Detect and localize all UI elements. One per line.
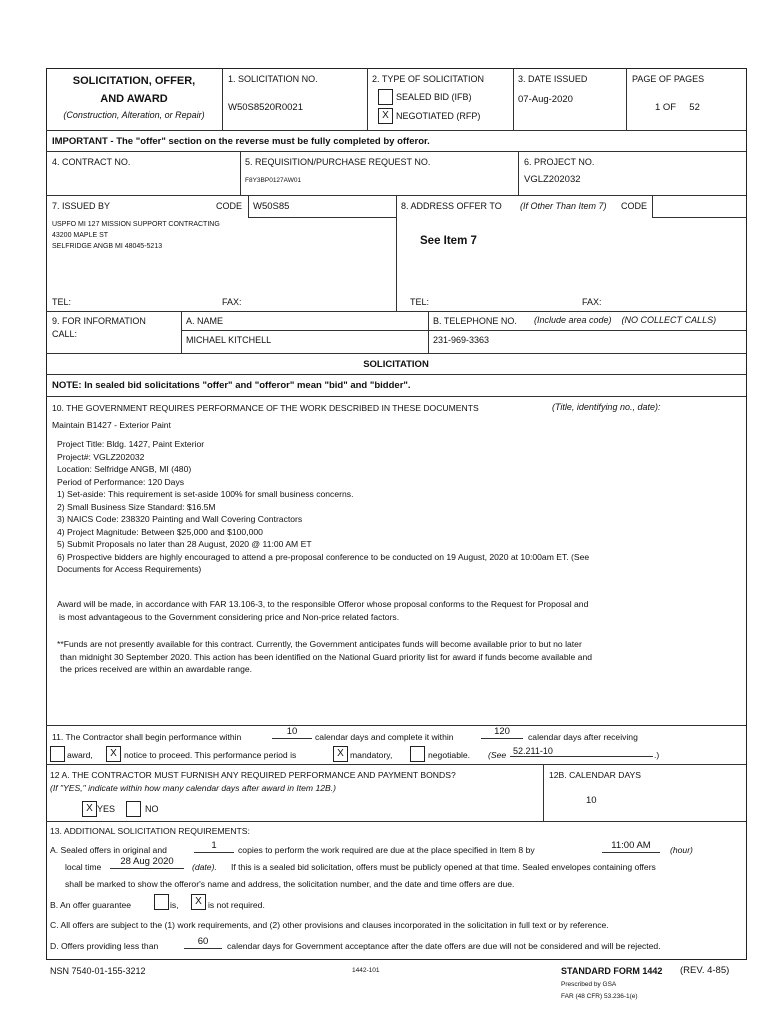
solicitation-heading: SOLICITATION [363, 359, 429, 370]
issued-address-line2: 43200 MAPLE ST [52, 232, 109, 239]
requisition-label: 5. REQUISITION/PURCHASE REQUEST NO. [245, 157, 431, 167]
offer-guarantee-is-label: is, [170, 900, 179, 910]
description-line: 3) NAICS Code: 238320 Painting and Wall Covering Contractors [57, 514, 303, 524]
info-label-line1: 9. FOR INFORMATION [52, 316, 146, 326]
award-line: is most advantageous to the Government considering price and Non-price related factors. [59, 611, 400, 622]
date-issued-label: 3. DATE ISSUED [518, 74, 588, 84]
item12a-label: 12 A. THE CONTRACTOR MUST FURNISH ANY REQUIRED PERFORMANCE AND PAYMENT BONDS? [50, 770, 456, 780]
due-date[interactable]: 28 Aug 2020 [110, 857, 184, 869]
form-title-line1: SOLICITATION, OFFER, [72, 75, 196, 87]
item11-text-b: calendar days and complete it within [315, 732, 454, 742]
offer-guarantee-not-checkbox[interactable]: X [191, 894, 206, 910]
item13d-text1: D. Offers providing less than [50, 941, 159, 951]
info-phone-label: B. TELEPHONE NO. [433, 316, 517, 326]
item11-text-a: 11. The Contractor shall begin performance within [52, 732, 242, 742]
bonds-yes-checkbox[interactable]: X [82, 801, 97, 817]
description-line: 6) Prospective bidders are highly encouraged to attend a pre-proposal conference to be conducted on 19 August, 2020 at 10:00am ET. (See [57, 551, 590, 562]
date-label: (date). [192, 862, 217, 872]
offer-guarantee-is-checkbox[interactable] [154, 894, 169, 910]
description-line: Documents for Access Requirements) [57, 564, 202, 574]
item10-description [57, 438, 702, 576]
form-title-line2: AND AWARD [100, 93, 168, 105]
form-code: 1442-101 [352, 967, 380, 974]
item13d-text2: calendar days for Government acceptance after the date offers are due will not be considered and will be rejected. [227, 941, 661, 951]
address-offer-label: 8. ADDRESS OFFER TO [401, 201, 502, 211]
see-label: (See [488, 750, 507, 760]
project-no-label: 6. PROJECT NO. [524, 157, 595, 167]
description-line: Location: Selfridge ANGB, MI (480) [57, 464, 192, 474]
see-end: .) [654, 750, 660, 760]
page-of-pages: 1 OF 52 [655, 102, 700, 113]
item10-funds-paragraph [57, 638, 702, 676]
solicitation-no-label: 1. SOLICITATION NO. [228, 74, 318, 84]
requisition-no: F8Y3BP0127AW01 [245, 177, 302, 184]
sealed-bid-label: SEALED BID (IFB) [396, 92, 472, 102]
issued-address-line1: USPFO MI 127 MISSION SUPPORT CONTRACTING [52, 221, 220, 228]
negotiated-checkbox[interactable]: X [378, 108, 393, 124]
description-line: Project Title: Bldg. 1427, Paint Exterior [57, 439, 205, 449]
item10-label-italic: (Title, identifying no., date): [552, 402, 661, 412]
description-line: Period of Performance: 120 Days [57, 476, 185, 487]
issued-address-line3: SELFRIDGE ANGB MI 48045-5213 [52, 243, 163, 250]
form-title-sub: (Construction, Alteration, or Repair) [63, 110, 205, 120]
prescribed-by: Prescribed by GSA [561, 981, 617, 988]
info-name-label: A. NAME [186, 316, 224, 326]
info-label-line2: CALL: [52, 329, 78, 339]
item10-title: Maintain B1427 - Exterior Paint [52, 420, 171, 430]
issued-by-label: 7. ISSUED BY [52, 201, 111, 211]
description-line: 5) Submit Proposals no later than 28 August, 2020 @ 11:00 AM ET [57, 539, 312, 549]
begin-days[interactable]: 10 [272, 727, 312, 739]
important-notice: IMPORTANT - The "offer" section on the reverse must be fully completed by offeror. [52, 136, 430, 147]
negotiable-checkbox[interactable] [410, 746, 425, 762]
notice-label: notice to proceed. This performance period is [124, 750, 297, 760]
bonds-yes-label: YES [97, 804, 116, 814]
page-of-pages-label: PAGE OF PAGES [632, 74, 705, 84]
standard-form-rev: (REV. 4-85) [680, 965, 730, 976]
funds-line: the prices received are within an awardable range. [60, 664, 253, 674]
item13a-text3: If this is a sealed bid solicitation, offers must be publicly opened at that time. Sealed envelopes containing offers [231, 862, 656, 872]
local-time-label: local time [65, 862, 102, 872]
item11-text-c: calendar days after receiving [528, 732, 638, 742]
item13b-text1: B. An offer guarantee [50, 900, 132, 910]
item13-label: 13. ADDITIONAL SOLICITATION REQUIREMENTS: [50, 826, 250, 836]
solicitation-type-label: 2. TYPE OF SOLICITATION [372, 74, 485, 84]
issued-code-label: CODE [216, 201, 243, 211]
see-item-7: See Item 7 [420, 235, 477, 247]
address-offer-fax-label: FAX: [582, 297, 602, 307]
award-checkbox[interactable] [50, 746, 65, 762]
complete-days[interactable]: 120 [481, 727, 523, 739]
address-offer-tel-label: TEL: [410, 297, 430, 307]
project-no: VGLZ202032 [524, 174, 581, 185]
calendar-days: 10 [586, 795, 597, 806]
issued-fax-label: FAX: [222, 297, 242, 307]
funds-line: **Funds are not presently available for this contract. Currently, the Government anticipates funds will become available prior to but no later [57, 639, 582, 649]
see-clause[interactable]: 52.211-10 [510, 746, 653, 757]
acceptance-days[interactable]: 60 [184, 937, 222, 949]
solicitation-no: W50S8520R0021 [228, 102, 303, 113]
offer-guarantee-not-label: is not required. [208, 900, 265, 910]
funds-line: than midnight 30 September 2020. This action has been identified on the National Guard priority list for award if funds become available and [60, 651, 593, 662]
info-name: MICHAEL KITCHELL [186, 335, 272, 345]
date-issued: 07-Aug-2020 [518, 94, 573, 105]
item13a-text2: copies to perform the work required are due at the place specified in Item 8 by [238, 845, 535, 855]
item10-label: 10. THE GOVERNMENT REQUIRES PERFORMANCE OF THE WORK DESCRIBED IN THESE DOCUMENTS [52, 403, 479, 413]
description-line: 4) Project Magnitude: Between $25,000 and $100,000 [57, 526, 263, 537]
award-label: award, [67, 750, 93, 760]
negotiated-label: NEGOTIATED (RFP) [396, 111, 481, 121]
info-phone-note: (Include area code) (NO COLLECT CALLS) [534, 315, 717, 325]
due-time[interactable]: 11:00 AM [602, 841, 660, 853]
mandatory-label: mandatory, [350, 750, 393, 760]
item12a-note: (If "YES," indicate within how many calendar days after award in Item 12B.) [50, 783, 337, 793]
issued-code: W50S85 [253, 201, 290, 212]
item10-award-paragraph [57, 598, 702, 623]
hour-label: (hour) [670, 845, 693, 855]
item12b-label: 12B. CALENDAR DAYS [549, 770, 642, 780]
item13c-text: C. All offers are subject to the (1) work requirements, and (2) other provisions and clauses incorporated in the solicitation in full text or by reference. [50, 920, 609, 930]
description-line: Project#: VGLZ202032 [57, 451, 145, 462]
info-phone: 231-969-3363 [433, 335, 490, 345]
mandatory-checkbox[interactable]: X [333, 746, 348, 762]
award-line: Award will be made, in accordance with FAR 13.106-3, to the responsible Offeror whose proposal conforms to the Request for Proposal and [57, 599, 589, 609]
far-citation: FAR (48 CFR) 53.236-1(e) [561, 993, 638, 1000]
bonds-no-checkbox[interactable] [126, 801, 141, 817]
notice-to-proceed-checkbox[interactable]: X [106, 746, 121, 762]
description-line: 2) Small Business Size Standard: $16.5M [57, 501, 216, 512]
address-offer-label-italic: (If Other Than Item 7) [520, 201, 607, 211]
issued-tel-label: TEL: [52, 297, 72, 307]
negotiable-label: negotiable. [428, 750, 471, 760]
copies-count[interactable]: 1 [194, 841, 234, 853]
address-offer-code-label: CODE [621, 201, 648, 211]
nsn-number: NSN 7540-01-155-3212 [50, 966, 146, 976]
contract-no-label: 4. CONTRACT NO. [52, 157, 131, 167]
item13a-text4: shall be marked to show the offeror's name and address, the solicitation number, and the date and time offers are due. [65, 879, 515, 889]
sealed-bid-note: NOTE: In sealed bid solicitations "offer" and "offeror" mean "bid" and "bidder". [52, 380, 411, 391]
sealed-bid-checkbox[interactable] [378, 89, 393, 105]
standard-form-name: STANDARD FORM 1442 [561, 966, 663, 976]
item13a-text1: A. Sealed offers in original and [50, 845, 167, 855]
description-line: 1) Set-aside: This requirement is set-aside 100% for small business concerns. [57, 489, 354, 499]
bonds-no-label: NO [145, 804, 159, 814]
